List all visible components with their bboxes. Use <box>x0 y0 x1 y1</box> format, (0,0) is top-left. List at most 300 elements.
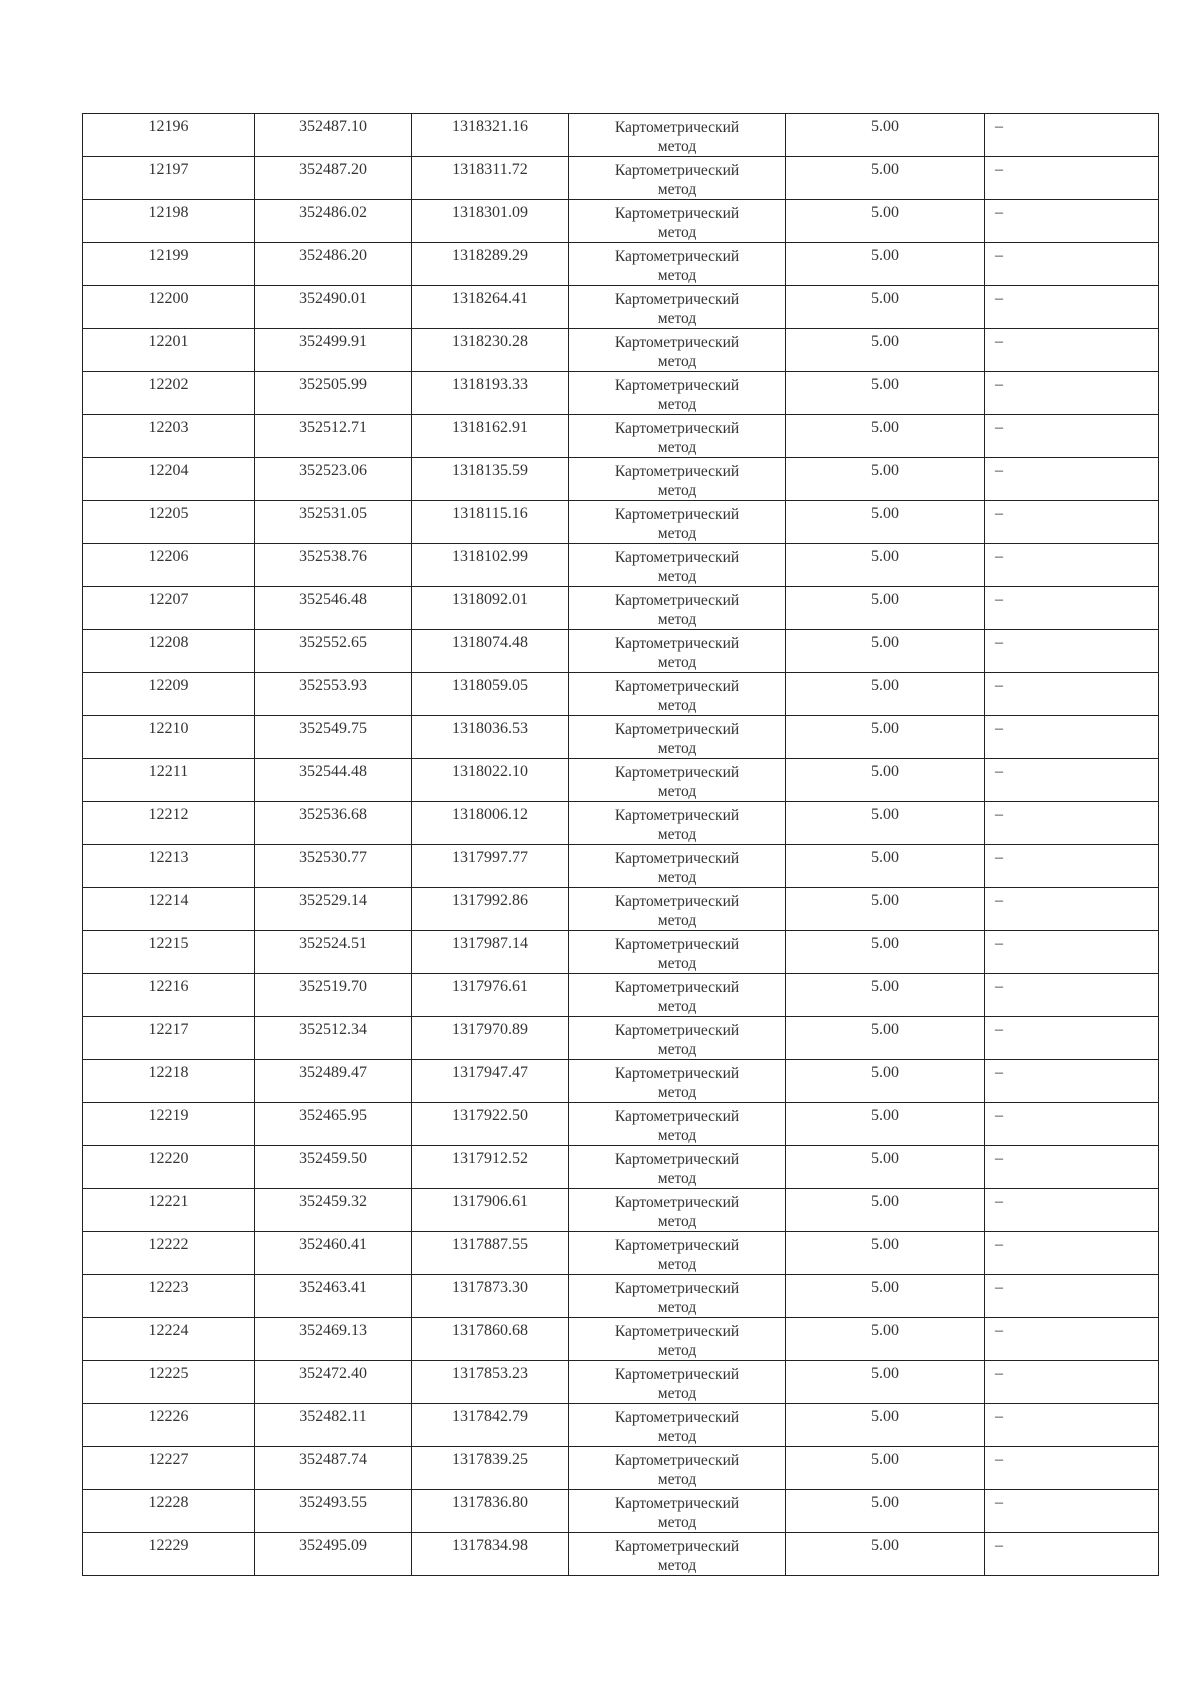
table-row <box>83 1017 1159 1060</box>
method-line-2: метод <box>657 611 697 628</box>
point-number-cell: 12200 <box>83 286 255 329</box>
note-cell: – <box>985 673 1159 716</box>
method-line-2: метод <box>657 1170 697 1187</box>
method-line-2: метод <box>657 353 697 370</box>
point-number-cell: 12215 <box>83 931 255 974</box>
method-cell <box>569 1017 786 1060</box>
y-coordinate-cell: 1318230.28 <box>412 329 569 372</box>
x-coordinate-cell: 352487.20 <box>255 157 412 200</box>
method-cell <box>569 372 786 415</box>
note-cell: – <box>985 501 1159 544</box>
table-row <box>83 931 1159 974</box>
y-coordinate-cell: 1318135.59 <box>412 458 569 501</box>
point-number-cell: 12220 <box>83 1146 255 1189</box>
method-line-2: метод <box>657 267 697 284</box>
point-number-cell: 12219 <box>83 1103 255 1146</box>
y-coordinate-cell: 1318059.05 <box>412 673 569 716</box>
note-cell: – <box>985 1533 1159 1576</box>
accuracy-cell: 5.00 <box>786 501 985 544</box>
point-number-cell: 12226 <box>83 1404 255 1447</box>
x-coordinate-cell: 352472.40 <box>255 1361 412 1404</box>
table-row <box>83 759 1159 802</box>
y-coordinate-cell: 1317992.86 <box>412 888 569 931</box>
method-cell <box>569 587 786 630</box>
note-cell: – <box>985 974 1159 1017</box>
table-row <box>83 673 1159 716</box>
point-number-cell: 12214 <box>83 888 255 931</box>
method-line-1: Картометрический <box>614 1323 740 1340</box>
method-line-1: Картометрический <box>614 850 740 867</box>
accuracy-cell: 5.00 <box>786 1447 985 1490</box>
y-coordinate-cell: 1317873.30 <box>412 1275 569 1318</box>
note-cell: – <box>985 931 1159 974</box>
method-cell <box>569 1189 786 1232</box>
accuracy-cell: 5.00 <box>786 286 985 329</box>
note-cell: – <box>985 544 1159 587</box>
y-coordinate-cell: 1317853.23 <box>412 1361 569 1404</box>
accuracy-cell: 5.00 <box>786 372 985 415</box>
method-line-1: Картометрический <box>614 1538 740 1555</box>
accuracy-cell: 5.00 <box>786 1533 985 1576</box>
method-line-2: метод <box>657 1428 697 1445</box>
method-cell <box>569 243 786 286</box>
table-row <box>83 845 1159 888</box>
method-cell <box>569 501 786 544</box>
point-number-cell: 12204 <box>83 458 255 501</box>
y-coordinate-cell: 1318036.53 <box>412 716 569 759</box>
table-row <box>83 458 1159 501</box>
y-coordinate-cell: 1318102.99 <box>412 544 569 587</box>
y-coordinate-cell: 1317947.47 <box>412 1060 569 1103</box>
accuracy-cell: 5.00 <box>786 888 985 931</box>
method-line-1: Картометрический <box>614 1409 740 1426</box>
point-number-cell: 12208 <box>83 630 255 673</box>
x-coordinate-cell: 352469.13 <box>255 1318 412 1361</box>
point-number-cell: 12225 <box>83 1361 255 1404</box>
y-coordinate-cell: 1318193.33 <box>412 372 569 415</box>
accuracy-cell: 5.00 <box>786 458 985 501</box>
note-cell: – <box>985 458 1159 501</box>
method-line-1: Картометрический <box>614 506 740 523</box>
point-number-cell: 12228 <box>83 1490 255 1533</box>
method-line-1: Картометрический <box>614 1366 740 1383</box>
x-coordinate-cell: 352536.68 <box>255 802 412 845</box>
method-line-2: метод <box>657 224 697 241</box>
method-line-2: метод <box>657 1084 697 1101</box>
y-coordinate-cell: 1317839.25 <box>412 1447 569 1490</box>
note-cell: – <box>985 1318 1159 1361</box>
accuracy-cell: 5.00 <box>786 157 985 200</box>
method-cell <box>569 1404 786 1447</box>
y-coordinate-cell: 1317987.14 <box>412 931 569 974</box>
method-cell <box>569 1275 786 1318</box>
table-row <box>83 200 1159 243</box>
method-line-2: метод <box>657 955 697 972</box>
table-row <box>83 1447 1159 1490</box>
accuracy-cell: 5.00 <box>786 200 985 243</box>
method-line-1: Картометрический <box>614 1495 740 1512</box>
x-coordinate-cell: 352459.32 <box>255 1189 412 1232</box>
method-cell <box>569 1060 786 1103</box>
note-cell: – <box>985 200 1159 243</box>
x-coordinate-cell: 352459.50 <box>255 1146 412 1189</box>
note-cell: – <box>985 1361 1159 1404</box>
method-line-2: метод <box>657 181 697 198</box>
x-coordinate-cell: 352487.74 <box>255 1447 412 1490</box>
table-row <box>83 1103 1159 1146</box>
note-cell: – <box>985 802 1159 845</box>
method-line-2: метод <box>657 525 697 542</box>
method-line-1: Картометрический <box>614 420 740 437</box>
method-line-2: метод <box>657 1557 697 1574</box>
accuracy-cell: 5.00 <box>786 1103 985 1146</box>
method-line-2: метод <box>657 826 697 843</box>
point-number-cell: 12224 <box>83 1318 255 1361</box>
method-cell <box>569 845 786 888</box>
table-row <box>83 372 1159 415</box>
x-coordinate-cell: 352523.06 <box>255 458 412 501</box>
method-line-1: Картометрический <box>614 1108 740 1125</box>
point-number-cell: 12229 <box>83 1533 255 1576</box>
coordinates-table-body <box>83 114 1159 1576</box>
point-number-cell: 12223 <box>83 1275 255 1318</box>
method-line-1: Картометрический <box>614 1237 740 1254</box>
accuracy-cell: 5.00 <box>786 759 985 802</box>
point-number-cell: 12211 <box>83 759 255 802</box>
y-coordinate-cell: 1317976.61 <box>412 974 569 1017</box>
x-coordinate-cell: 352486.02 <box>255 200 412 243</box>
method-line-1: Картометрический <box>614 936 740 953</box>
y-coordinate-cell: 1318301.09 <box>412 200 569 243</box>
method-line-2: метод <box>657 912 697 929</box>
method-line-1: Картометрический <box>614 377 740 394</box>
method-cell <box>569 759 786 802</box>
table-row <box>83 157 1159 200</box>
accuracy-cell: 5.00 <box>786 716 985 759</box>
y-coordinate-cell: 1317922.50 <box>412 1103 569 1146</box>
x-coordinate-cell: 352512.71 <box>255 415 412 458</box>
x-coordinate-cell: 352499.91 <box>255 329 412 372</box>
accuracy-cell: 5.00 <box>786 243 985 286</box>
method-cell <box>569 1490 786 1533</box>
accuracy-cell: 5.00 <box>786 1404 985 1447</box>
table-row <box>83 329 1159 372</box>
method-cell <box>569 1533 786 1576</box>
table-row <box>83 501 1159 544</box>
method-cell <box>569 1146 786 1189</box>
y-coordinate-cell: 1318311.72 <box>412 157 569 200</box>
note-cell: – <box>985 1232 1159 1275</box>
method-line-2: метод <box>657 998 697 1015</box>
accuracy-cell: 5.00 <box>786 1189 985 1232</box>
note-cell: – <box>985 1189 1159 1232</box>
method-line-2: метод <box>657 1514 697 1531</box>
x-coordinate-cell: 352512.34 <box>255 1017 412 1060</box>
y-coordinate-cell: 1318289.29 <box>412 243 569 286</box>
y-coordinate-cell: 1317834.98 <box>412 1533 569 1576</box>
document-page <box>82 113 1158 1576</box>
note-cell: – <box>985 1060 1159 1103</box>
method-line-1: Картометрический <box>614 807 740 824</box>
point-number-cell: 12210 <box>83 716 255 759</box>
x-coordinate-cell: 352463.41 <box>255 1275 412 1318</box>
method-line-2: метод <box>657 1127 697 1144</box>
note-cell: – <box>985 415 1159 458</box>
method-line-1: Картометрический <box>614 1194 740 1211</box>
method-cell <box>569 802 786 845</box>
point-number-cell: 12202 <box>83 372 255 415</box>
table-row <box>83 1318 1159 1361</box>
method-cell <box>569 1103 786 1146</box>
x-coordinate-cell: 352546.48 <box>255 587 412 630</box>
note-cell: – <box>985 1103 1159 1146</box>
table-row <box>83 802 1159 845</box>
method-line-2: метод <box>657 1299 697 1316</box>
method-cell <box>569 974 786 1017</box>
x-coordinate-cell: 352460.41 <box>255 1232 412 1275</box>
point-number-cell: 12216 <box>83 974 255 1017</box>
method-cell <box>569 673 786 716</box>
x-coordinate-cell: 352505.99 <box>255 372 412 415</box>
method-line-1: Картометрический <box>614 1151 740 1168</box>
note-cell: – <box>985 1017 1159 1060</box>
method-line-2: метод <box>657 138 697 155</box>
y-coordinate-cell: 1317887.55 <box>412 1232 569 1275</box>
x-coordinate-cell: 352493.55 <box>255 1490 412 1533</box>
table-row <box>83 1275 1159 1318</box>
method-line-2: метод <box>657 1385 697 1402</box>
note-cell: – <box>985 286 1159 329</box>
note-cell: – <box>985 845 1159 888</box>
method-line-2: метод <box>657 1041 697 1058</box>
method-line-2: метод <box>657 1213 697 1230</box>
accuracy-cell: 5.00 <box>786 415 985 458</box>
method-line-2: метод <box>657 568 697 585</box>
method-line-1: Картометрический <box>614 291 740 308</box>
point-number-cell: 12217 <box>83 1017 255 1060</box>
table-row <box>83 544 1159 587</box>
method-line-2: метод <box>657 439 697 456</box>
accuracy-cell: 5.00 <box>786 673 985 716</box>
y-coordinate-cell: 1317906.61 <box>412 1189 569 1232</box>
method-line-2: метод <box>657 869 697 886</box>
method-cell <box>569 630 786 673</box>
method-cell <box>569 458 786 501</box>
note-cell: – <box>985 1447 1159 1490</box>
y-coordinate-cell: 1318092.01 <box>412 587 569 630</box>
table-row <box>83 630 1159 673</box>
accuracy-cell: 5.00 <box>786 114 985 157</box>
point-number-cell: 12213 <box>83 845 255 888</box>
y-coordinate-cell: 1318115.16 <box>412 501 569 544</box>
accuracy-cell: 5.00 <box>786 1275 985 1318</box>
table-row <box>83 286 1159 329</box>
method-line-2: метод <box>657 1342 697 1359</box>
method-line-1: Картометрический <box>614 162 740 179</box>
table-row <box>83 1189 1159 1232</box>
table-row <box>83 1060 1159 1103</box>
table-row <box>83 587 1159 630</box>
table-row <box>83 974 1159 1017</box>
method-cell <box>569 415 786 458</box>
accuracy-cell: 5.00 <box>786 1318 985 1361</box>
method-line-1: Картометрический <box>614 205 740 222</box>
note-cell: – <box>985 1404 1159 1447</box>
table-row <box>83 888 1159 931</box>
note-cell: – <box>985 587 1159 630</box>
method-line-2: метод <box>657 396 697 413</box>
y-coordinate-cell: 1317997.77 <box>412 845 569 888</box>
method-line-1: Картометрический <box>614 334 740 351</box>
y-coordinate-cell: 1318321.16 <box>412 114 569 157</box>
point-number-cell: 12209 <box>83 673 255 716</box>
note-cell: – <box>985 888 1159 931</box>
method-line-1: Картометрический <box>614 549 740 566</box>
note-cell: – <box>985 630 1159 673</box>
x-coordinate-cell: 352530.77 <box>255 845 412 888</box>
accuracy-cell: 5.00 <box>786 1490 985 1533</box>
note-cell: – <box>985 329 1159 372</box>
accuracy-cell: 5.00 <box>786 1232 985 1275</box>
y-coordinate-cell: 1317970.89 <box>412 1017 569 1060</box>
x-coordinate-cell: 352490.01 <box>255 286 412 329</box>
table-row <box>83 243 1159 286</box>
method-cell <box>569 544 786 587</box>
table-row <box>83 114 1159 157</box>
method-cell <box>569 888 786 931</box>
method-cell <box>569 200 786 243</box>
x-coordinate-cell: 352524.51 <box>255 931 412 974</box>
accuracy-cell: 5.00 <box>786 1017 985 1060</box>
accuracy-cell: 5.00 <box>786 845 985 888</box>
method-line-2: метод <box>657 1256 697 1273</box>
y-coordinate-cell: 1318006.12 <box>412 802 569 845</box>
point-number-cell: 12201 <box>83 329 255 372</box>
y-coordinate-cell: 1317912.52 <box>412 1146 569 1189</box>
method-line-1: Картометрический <box>614 1022 740 1039</box>
method-line-1: Картометрический <box>614 1280 740 1297</box>
point-number-cell: 12221 <box>83 1189 255 1232</box>
point-number-cell: 12199 <box>83 243 255 286</box>
point-number-cell: 12206 <box>83 544 255 587</box>
point-number-cell: 12203 <box>83 415 255 458</box>
table-row <box>83 1490 1159 1533</box>
x-coordinate-cell: 352519.70 <box>255 974 412 1017</box>
x-coordinate-cell: 352531.05 <box>255 501 412 544</box>
accuracy-cell: 5.00 <box>786 1361 985 1404</box>
method-cell <box>569 1232 786 1275</box>
method-line-1: Картометрический <box>614 979 740 996</box>
method-line-1: Картометрический <box>614 1452 740 1469</box>
accuracy-cell: 5.00 <box>786 587 985 630</box>
table-row <box>83 716 1159 759</box>
table-row <box>83 1146 1159 1189</box>
method-line-2: метод <box>657 310 697 327</box>
accuracy-cell: 5.00 <box>786 544 985 587</box>
table-row <box>83 415 1159 458</box>
y-coordinate-cell: 1318022.10 <box>412 759 569 802</box>
x-coordinate-cell: 352495.09 <box>255 1533 412 1576</box>
x-coordinate-cell: 352544.48 <box>255 759 412 802</box>
y-coordinate-cell: 1318074.48 <box>412 630 569 673</box>
note-cell: – <box>985 716 1159 759</box>
y-coordinate-cell: 1317842.79 <box>412 1404 569 1447</box>
y-coordinate-cell: 1318264.41 <box>412 286 569 329</box>
accuracy-cell: 5.00 <box>786 329 985 372</box>
table-row <box>83 1361 1159 1404</box>
method-line-1: Картометрический <box>614 463 740 480</box>
x-coordinate-cell: 352529.14 <box>255 888 412 931</box>
method-cell <box>569 329 786 372</box>
method-cell <box>569 1447 786 1490</box>
method-line-2: метод <box>657 482 697 499</box>
point-number-cell: 12227 <box>83 1447 255 1490</box>
x-coordinate-cell: 352549.75 <box>255 716 412 759</box>
method-cell <box>569 286 786 329</box>
accuracy-cell: 5.00 <box>786 974 985 1017</box>
point-number-cell: 12207 <box>83 587 255 630</box>
accuracy-cell: 5.00 <box>786 1060 985 1103</box>
method-line-1: Картометрический <box>614 1065 740 1082</box>
note-cell: – <box>985 114 1159 157</box>
point-number-cell: 12205 <box>83 501 255 544</box>
method-line-1: Картометрический <box>614 635 740 652</box>
method-line-2: метод <box>657 783 697 800</box>
y-coordinate-cell: 1318162.91 <box>412 415 569 458</box>
accuracy-cell: 5.00 <box>786 931 985 974</box>
method-cell <box>569 931 786 974</box>
method-cell <box>569 114 786 157</box>
x-coordinate-cell: 352489.47 <box>255 1060 412 1103</box>
note-cell: – <box>985 759 1159 802</box>
x-coordinate-cell: 352538.76 <box>255 544 412 587</box>
x-coordinate-cell: 352552.65 <box>255 630 412 673</box>
method-line-1: Картометрический <box>614 248 740 265</box>
note-cell: – <box>985 372 1159 415</box>
method-line-1: Картометрический <box>614 893 740 910</box>
point-number-cell: 12196 <box>83 114 255 157</box>
point-number-cell: 12212 <box>83 802 255 845</box>
table-row <box>83 1533 1159 1576</box>
accuracy-cell: 5.00 <box>786 630 985 673</box>
note-cell: – <box>985 1146 1159 1189</box>
method-line-1: Картометрический <box>614 764 740 781</box>
x-coordinate-cell: 352482.11 <box>255 1404 412 1447</box>
method-line-2: метод <box>657 697 697 714</box>
accuracy-cell: 5.00 <box>786 1146 985 1189</box>
point-number-cell: 12218 <box>83 1060 255 1103</box>
table-row <box>83 1232 1159 1275</box>
table-row <box>83 1404 1159 1447</box>
method-line-1: Картометрический <box>614 678 740 695</box>
method-line-1: Картометрический <box>614 119 740 136</box>
point-number-cell: 12197 <box>83 157 255 200</box>
x-coordinate-cell: 352553.93 <box>255 673 412 716</box>
method-line-1: Картометрический <box>614 592 740 609</box>
point-number-cell: 12222 <box>83 1232 255 1275</box>
accuracy-cell: 5.00 <box>786 802 985 845</box>
method-line-2: метод <box>657 654 697 671</box>
point-number-cell: 12198 <box>83 200 255 243</box>
method-cell <box>569 1318 786 1361</box>
y-coordinate-cell: 1317860.68 <box>412 1318 569 1361</box>
note-cell: – <box>985 243 1159 286</box>
method-cell <box>569 1361 786 1404</box>
x-coordinate-cell: 352487.10 <box>255 114 412 157</box>
x-coordinate-cell: 352486.20 <box>255 243 412 286</box>
note-cell: – <box>985 1490 1159 1533</box>
note-cell: – <box>985 157 1159 200</box>
